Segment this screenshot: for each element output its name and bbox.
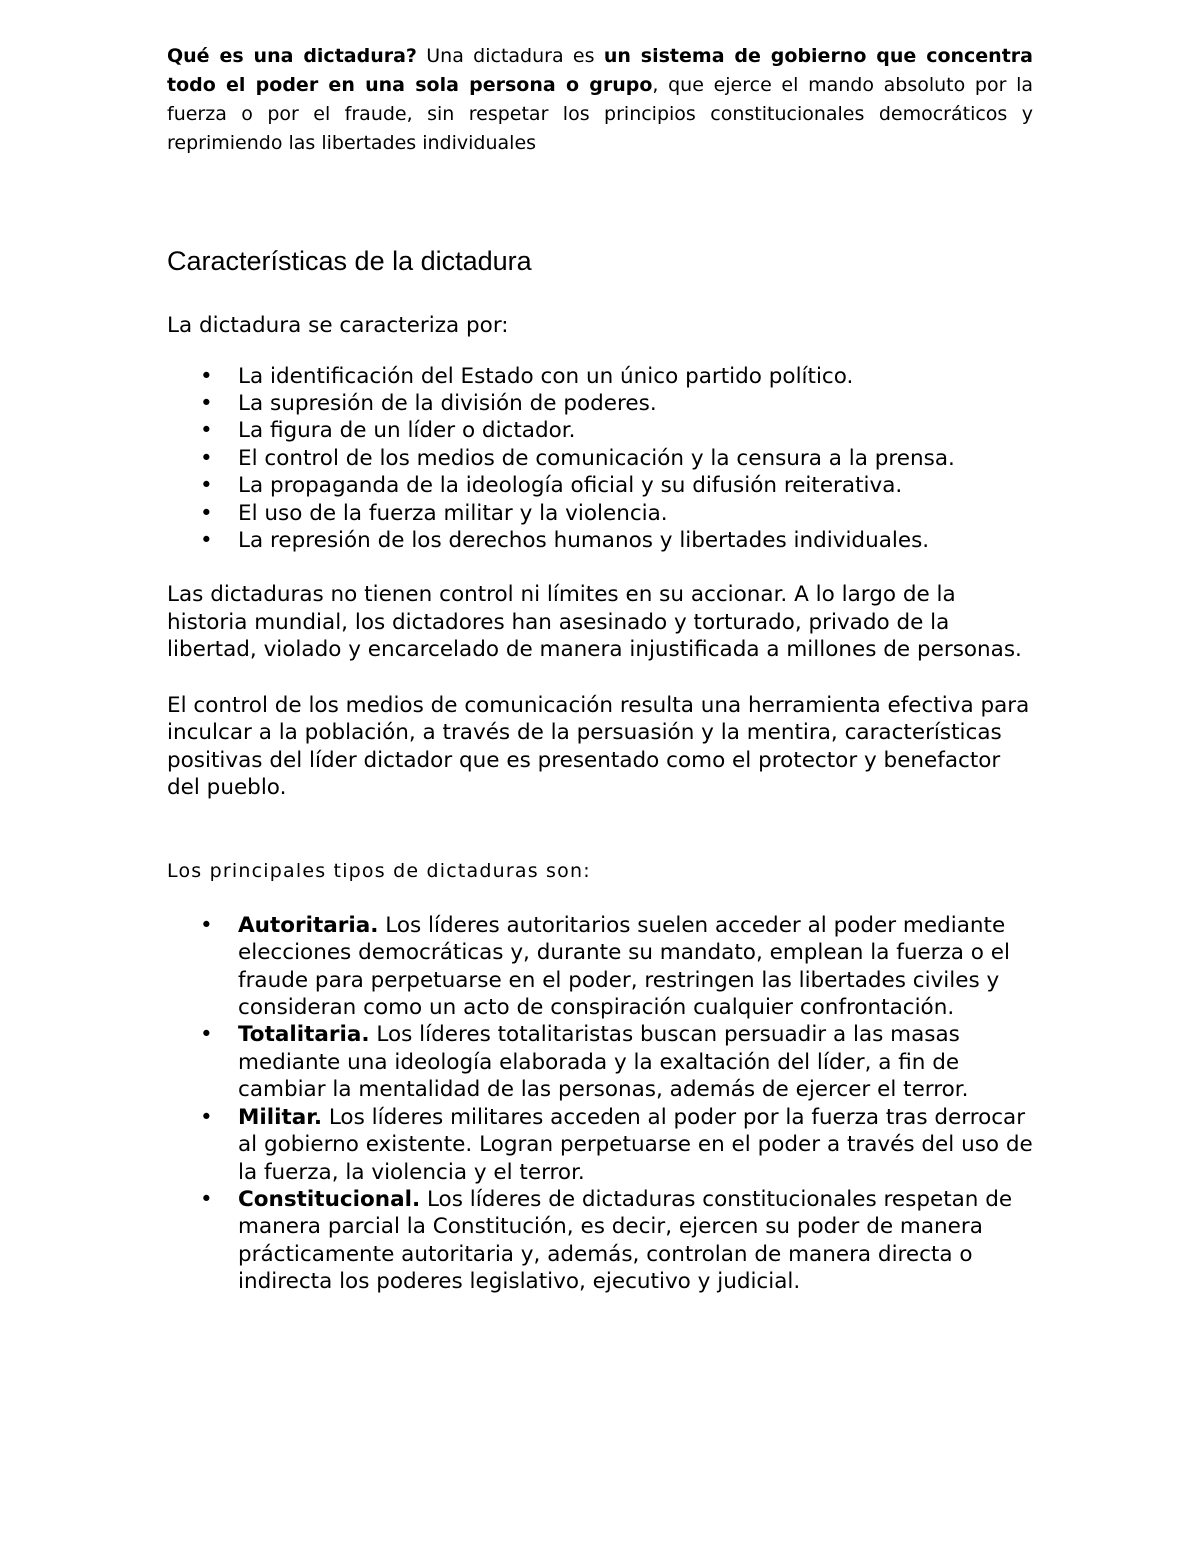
type-item-constitucional [167, 1186, 1033, 1296]
types-list [167, 912, 1033, 1296]
section-heading: Características de la dictadura [167, 246, 532, 276]
paragraph-limits: Las dictaduras no tienen control ni límites en su accionar. A lo largo de la historia mundial, los dictadores han asesinado y torturado, privado de la libertad, violado y encarcelado de manera injustificada a millones de personas. [167, 582, 1022, 663]
type-name: Constitucional. [238, 1186, 421, 1212]
list-item: • El uso de la fuerza militar y la violencia. [167, 500, 1033, 527]
type-description: Los líderes militares acceden al poder por la fuerza tras derrocar al gobierno existente. Logran perpetuarse en el poder a través del uso de la fuerza, la violencia y el terror. [238, 1104, 1033, 1185]
list-item: • La propaganda de la ideología oficial y su difusión reiterativa. [167, 472, 1033, 499]
intro-definition-bold: un sistema de gobierno que concentra todo el poder en una sola persona o grupo [167, 45, 1033, 96]
characteristics-list [167, 363, 1033, 555]
intro-text-2: , que ejerce el mando absoluto por la fuerza o por el fraude, sin respetar los principios constitucionales democráticos y reprimiendo las libertades individuales [167, 74, 1033, 154]
characteristics-lead: La dictadura se caracteriza por: [167, 313, 509, 338]
document-body [167, 42, 1033, 1296]
list-item: • La represión de los derechos humanos y libertades individuales. [167, 527, 1033, 554]
types-lead: Los principales tipos de dictaduras son: [167, 859, 591, 882]
type-item-militar [167, 1104, 1033, 1186]
type-description: Los líderes autoritarios suelen acceder al poder mediante elecciones democráticas y, durante su mandato, emplean la fuerza o el fraude para perpetuarse en el poder, restringen las libertades civiles y consideran como un acto de conspiración cualquier confrontación. [238, 912, 1010, 1021]
intro-question: Qué es una dictadura? [167, 45, 417, 67]
type-name: Militar. [238, 1104, 322, 1130]
type-description: Los líderes totalitaristas buscan persuadir a las masas mediante una ideología elaborada y la exaltación del líder, a fin de cambiar la mentalidad de las personas, además de ejercer el terror. [238, 1022, 969, 1103]
list-item: • La supresión de la división de poderes. [167, 390, 1033, 417]
type-description: Los líderes de dictaduras constitucionales respetan de manera parcial la Constitución, es decir, ejercen su poder de manera prácticamente autoritaria y, además, controlan de manera directa o indirecta los poderes legislativo, ejecutivo y judicial. [238, 1186, 1013, 1295]
paragraph-media-control: El control de los medios de comunicación resulta una herramienta efectiva para inculcar a la población, a través de la persuasión y la mentira, características positivas del líder dictador que es presentado como el protector y benefactor del pueblo. [167, 692, 1030, 801]
list-item: • El control de los medios de comunicación y la censura a la prensa. [167, 445, 1033, 472]
type-item-autoritaria [167, 912, 1033, 1022]
intro-text-1: Una dictadura es [416, 45, 604, 67]
type-item-totalitaria [167, 1021, 1033, 1103]
type-name: Autoritaria. [238, 912, 379, 938]
list-item: • La figura de un líder o dictador. [167, 417, 1033, 444]
intro-paragraph [167, 42, 1033, 158]
type-name: Totalitaria. [238, 1022, 370, 1048]
list-item: • La identificación del Estado con un único partido político. [167, 363, 1033, 390]
